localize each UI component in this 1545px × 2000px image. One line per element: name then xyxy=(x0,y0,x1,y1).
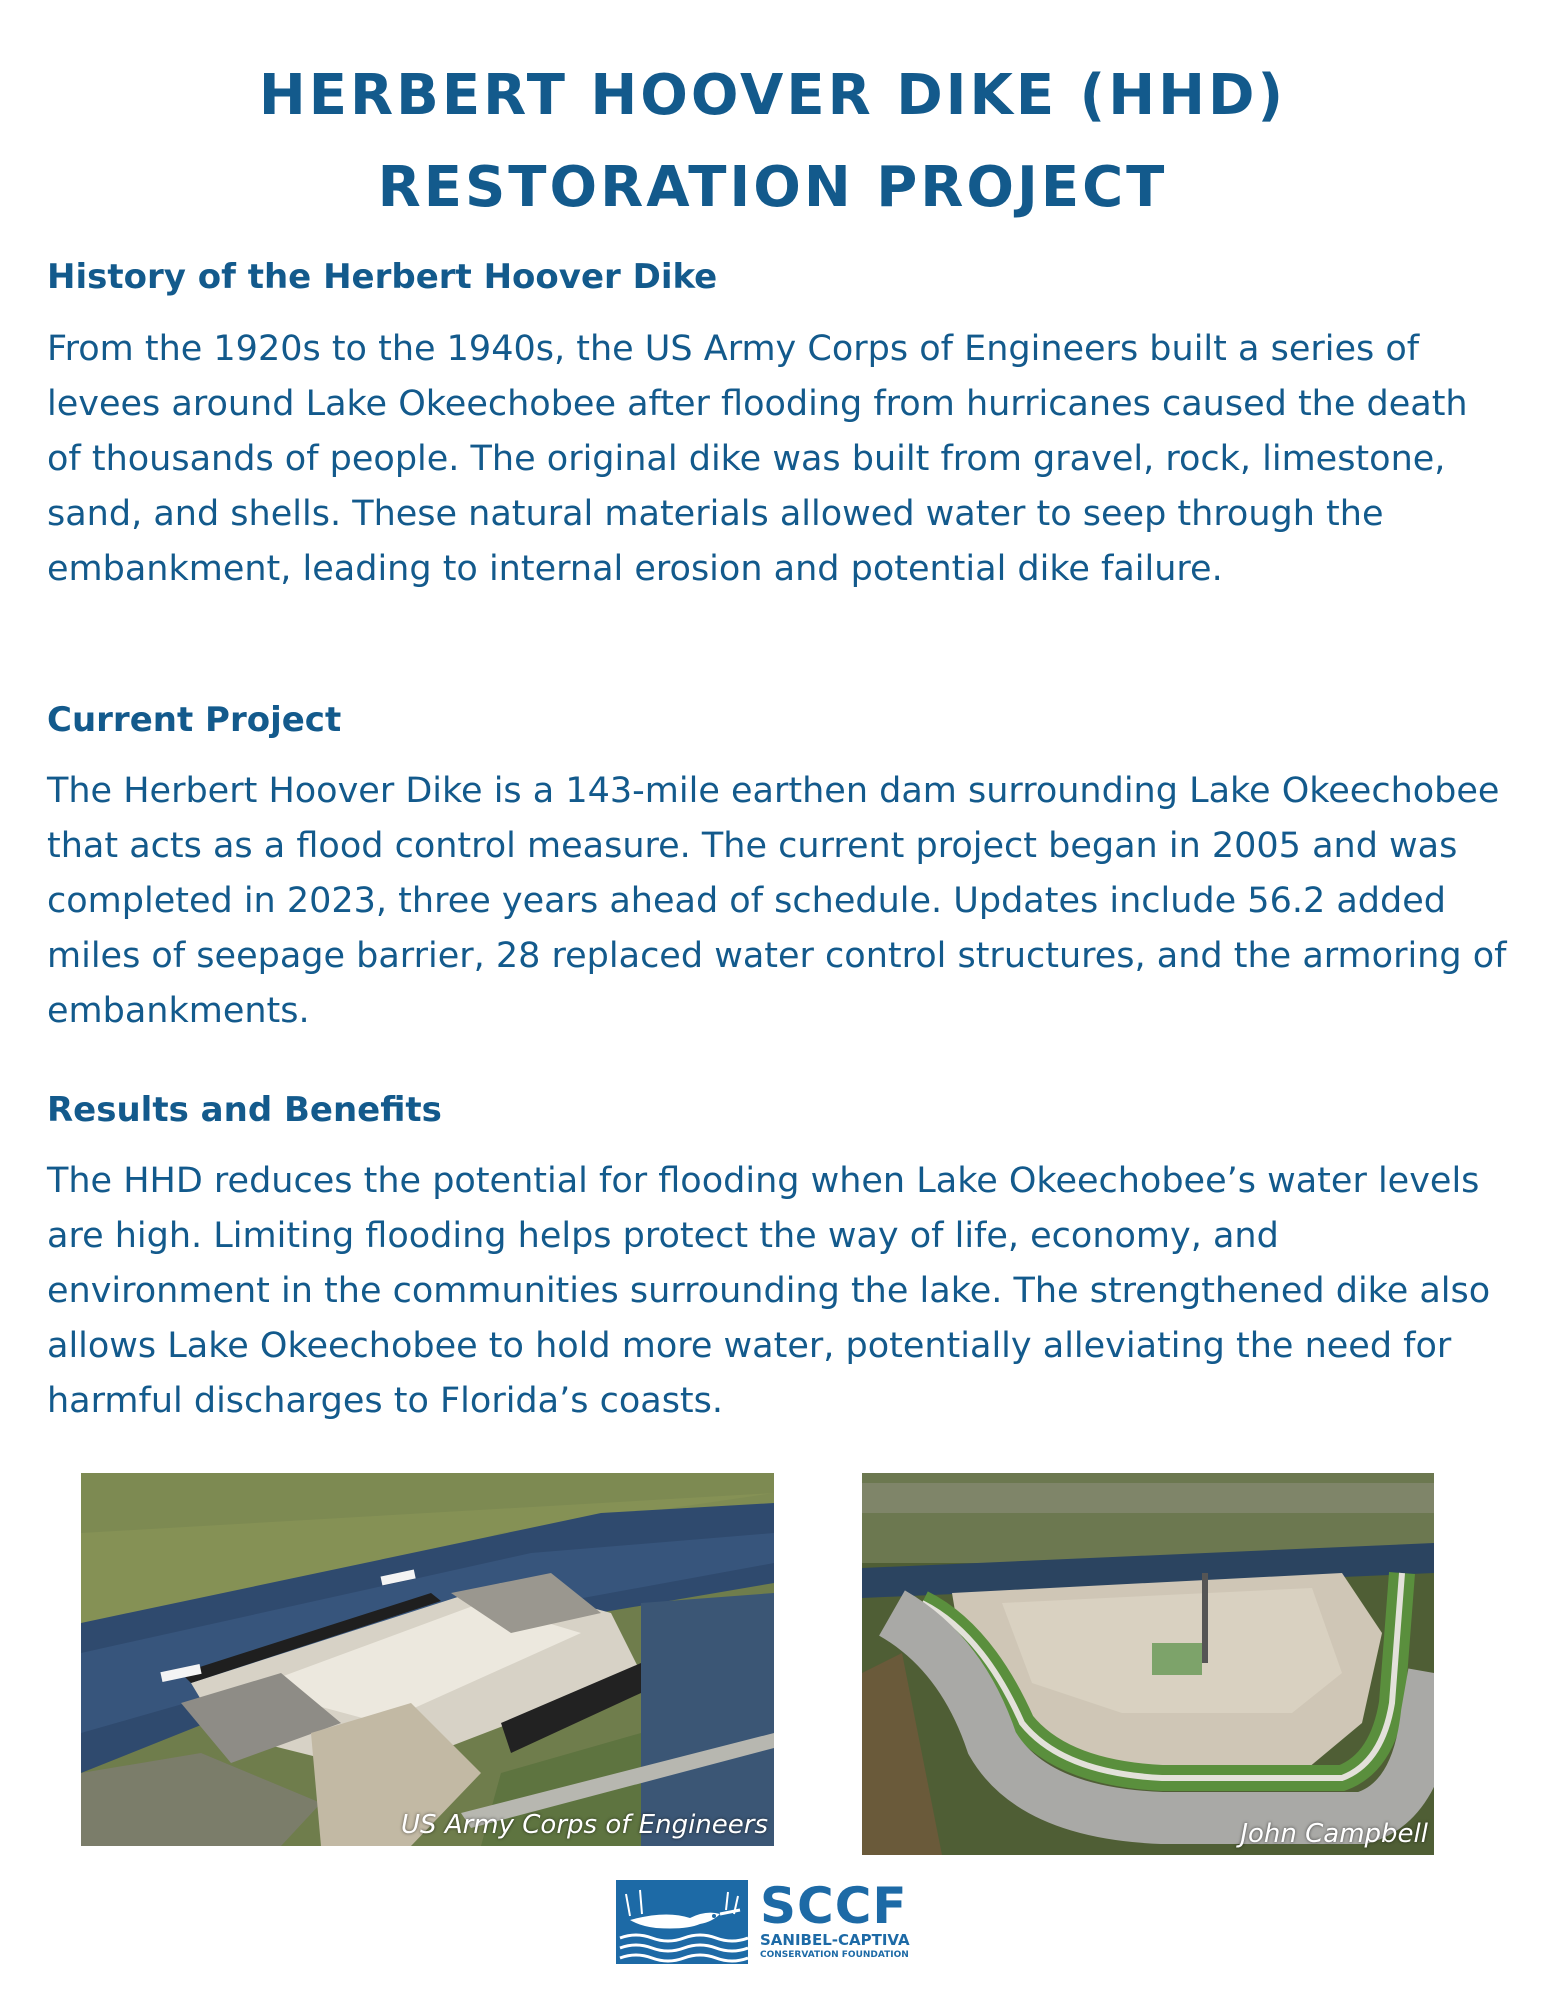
heron-logo-icon xyxy=(616,1880,748,1964)
section-heading-current-project: Current Project xyxy=(47,700,342,740)
section-body-results: The HHD reduces the potential for flooding when Lake Okeechobee’s water levels are high. Limiting flooding helps protect the way of life, economy, and environment in the communities surrounding the lake. The strengthened dike also allows Lake Okeechobee to hold more water, potentially alleviating the need for harmful discharges to Florida’s coasts. xyxy=(47,1161,1491,1421)
logo-wordmark xyxy=(760,1877,910,1961)
sccf-logo xyxy=(616,1877,936,1964)
section-heading-results: Results and Benefits xyxy=(47,1090,442,1130)
riprap-aerial-illustration xyxy=(862,1473,1434,1855)
section-heading-history: History of the Herbert Hoover Dike xyxy=(47,257,718,297)
photo-credit: US Army Corps of Engineers xyxy=(401,1810,768,1840)
photo-credit: John Campbell xyxy=(1240,1819,1428,1849)
construction-aerial-illustration xyxy=(81,1473,774,1846)
logo-abbreviation: SCCF xyxy=(760,1877,908,1935)
logo-name-line-1: SANIBEL-CAPTIVA xyxy=(760,1931,910,1949)
riprap-aerial-photo xyxy=(862,1473,1434,1855)
section-body-current-project: The Herbert Hoover Dike is a 143-mile earthen dam surrounding Lake Okeechobee that acts as a flood control measure. The current project began in 2005 and was completed in 2023, three years ahead of schedule. Updates include 56.2 added miles of seepage barrier, 28 replaced water control structures, and the armoring of embankments. xyxy=(47,771,1507,1031)
page-title-line-2: RESTORATION PROJECT xyxy=(377,155,1168,220)
page-title-line-1: HERBERT HOOVER DIKE (HHD) xyxy=(258,63,1287,128)
section-body-history: From the 1920s to the 1940s, the US Army Corps of Engineers built a series of levees around Lake Okeechobee after flooding from hurricanes caused the death of thousands of people. The original dike was built from gravel, rock, limestone, sand, and shells. These natural materials allowed water to seep through the embankment, leading to internal erosion and potential dike failure. xyxy=(47,329,1468,589)
construction-aerial-photo xyxy=(81,1473,774,1846)
logo-name-line-2: CONSERVATION FOUNDATION xyxy=(760,1950,909,1960)
